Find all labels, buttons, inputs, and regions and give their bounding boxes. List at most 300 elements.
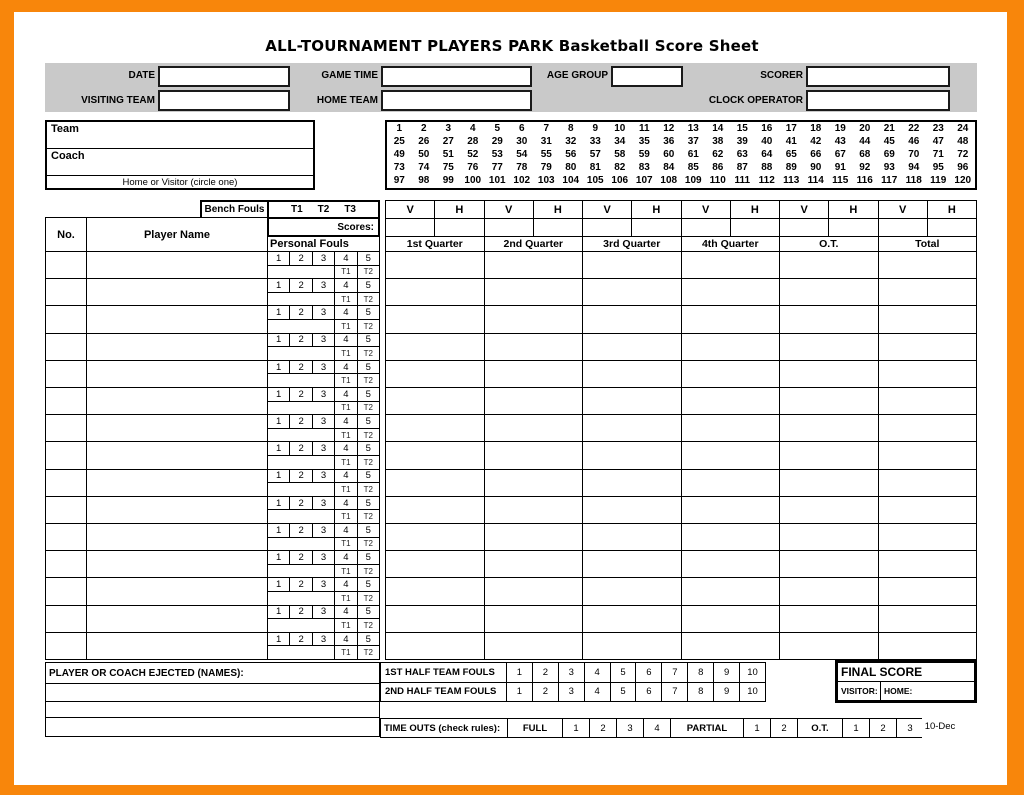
roster-number[interactable]: 2 [420, 122, 427, 134]
first-half-foul-number[interactable]: 3 [559, 663, 584, 682]
player-no-cell[interactable] [46, 633, 86, 659]
roster-number[interactable]: 24 [957, 122, 969, 134]
pf-number-cell[interactable]: 4 [335, 442, 356, 455]
pf-number-cell[interactable]: 3 [313, 252, 334, 265]
score-entry-cell[interactable] [731, 219, 779, 236]
player-no-cell[interactable] [46, 606, 86, 632]
pf-number-cell[interactable]: 2 [290, 470, 311, 483]
pf-tee-cell[interactable]: T1 [335, 538, 356, 551]
roster-number[interactable]: 48 [957, 135, 969, 147]
roster-number[interactable]: 8 [567, 122, 574, 134]
pf-number-cell[interactable]: 3 [313, 306, 334, 319]
pf-tee-cell[interactable]: T1 [335, 293, 356, 306]
player-no-cell[interactable] [46, 497, 86, 523]
roster-number[interactable]: 41 [785, 135, 797, 147]
pf-tee-cell[interactable]: T2 [358, 347, 379, 360]
quarter-score-cell[interactable] [682, 306, 780, 332]
roster-number[interactable]: 21 [883, 122, 895, 134]
roster-number[interactable]: 10 [614, 122, 626, 134]
score-entry-cell[interactable] [879, 219, 927, 236]
pf-tee-cell[interactable]: T2 [358, 374, 379, 387]
roster-number[interactable]: 80 [565, 162, 577, 174]
roster-number[interactable]: 12 [663, 122, 675, 134]
roster-number[interactable]: 98 [418, 175, 430, 187]
roster-number[interactable]: 112 [758, 175, 775, 187]
pf-number-cell[interactable]: 5 [358, 252, 379, 265]
pf-tee-cell[interactable]: T1 [335, 320, 356, 333]
roster-number[interactable]: 94 [908, 162, 920, 174]
quarter-score-cell[interactable] [682, 551, 780, 577]
pf-number-cell[interactable]: 2 [290, 524, 311, 537]
pf-tee-cell[interactable]: T1 [335, 592, 356, 605]
roster-number[interactable]: 91 [834, 162, 846, 174]
quarter-score-cell[interactable] [879, 279, 977, 305]
timeout-partial-number[interactable]: 1 [744, 719, 770, 737]
quarter-score-cell[interactable] [682, 279, 780, 305]
roster-number[interactable]: 42 [810, 135, 822, 147]
quarter-score-cell[interactable] [682, 470, 780, 496]
pf-tee-cell[interactable]: T1 [335, 565, 356, 578]
roster-number[interactable]: 30 [516, 135, 528, 147]
roster-number[interactable]: 52 [467, 148, 479, 160]
roster-number[interactable]: 25 [393, 135, 405, 147]
roster-number[interactable]: 49 [393, 148, 405, 160]
pf-tee-cell[interactable]: T1 [335, 374, 356, 387]
pf-number-cell[interactable]: 1 [268, 470, 289, 483]
pf-number-cell[interactable]: 5 [358, 606, 379, 619]
pf-number-cell[interactable]: 3 [313, 442, 334, 455]
pf-number-cell[interactable]: 1 [268, 334, 289, 347]
quarter-score-cell[interactable] [780, 361, 878, 387]
timeout-full-number[interactable]: 2 [590, 719, 616, 737]
pf-number-cell[interactable]: 1 [268, 551, 289, 564]
roster-number[interactable]: 102 [513, 175, 531, 187]
player-name-cell[interactable] [87, 551, 267, 577]
player-name-cell[interactable] [87, 578, 267, 604]
quarter-score-cell[interactable] [682, 578, 780, 604]
first-half-foul-number[interactable]: 6 [636, 663, 661, 682]
roster-number[interactable]: 4 [469, 122, 476, 134]
quarter-score-cell[interactable] [780, 415, 878, 441]
first-half-foul-number[interactable]: 7 [662, 663, 687, 682]
roster-number[interactable]: 64 [761, 148, 773, 160]
roster-number[interactable]: 93 [883, 162, 895, 174]
quarter-score-cell[interactable] [386, 497, 484, 523]
roster-number[interactable]: 14 [712, 122, 724, 134]
score-entry-cell[interactable] [485, 219, 533, 236]
quarter-score-cell[interactable] [879, 361, 977, 387]
quarter-score-cell[interactable] [682, 606, 780, 632]
quarter-score-cell[interactable] [682, 442, 780, 468]
timeout-ot-number[interactable]: 3 [897, 719, 923, 737]
quarter-score-cell[interactable] [780, 497, 878, 523]
first-half-foul-number[interactable]: 4 [585, 663, 610, 682]
score-entry-cell[interactable] [928, 219, 976, 236]
coach-field[interactable] [47, 149, 313, 175]
second-half-foul-number[interactable]: 6 [636, 683, 661, 702]
roster-number[interactable]: 47 [932, 135, 944, 147]
roster-number[interactable]: 96 [957, 162, 969, 174]
roster-number[interactable]: 83 [638, 162, 650, 174]
roster-number[interactable]: 43 [834, 135, 846, 147]
pf-number-cell[interactable]: 2 [290, 252, 311, 265]
pf-number-cell[interactable]: 5 [358, 578, 379, 591]
quarter-score-cell[interactable] [583, 415, 681, 441]
score-entry-cell[interactable] [435, 219, 483, 236]
roster-number[interactable]: 63 [736, 148, 748, 160]
bench-tee[interactable]: T1 [290, 204, 303, 215]
player-name-cell[interactable] [87, 633, 267, 659]
score-entry-cell[interactable] [780, 219, 828, 236]
roster-number[interactable]: 69 [883, 148, 895, 160]
second-half-foul-number[interactable]: 9 [714, 683, 739, 702]
pf-number-cell[interactable]: 3 [313, 334, 334, 347]
quarter-score-cell[interactable] [879, 606, 977, 632]
quarter-score-cell[interactable] [780, 279, 878, 305]
pf-number-cell[interactable]: 2 [290, 279, 311, 292]
pf-tee-cell[interactable]: T2 [358, 565, 379, 578]
roster-number[interactable]: 27 [442, 135, 454, 147]
roster-number[interactable]: 72 [957, 148, 969, 160]
roster-number[interactable]: 82 [614, 162, 626, 174]
pf-tee-cell[interactable]: T2 [358, 320, 379, 333]
roster-number[interactable]: 29 [491, 135, 503, 147]
score-entry-cell[interactable] [534, 219, 582, 236]
roster-number[interactable]: 85 [687, 162, 699, 174]
quarter-score-cell[interactable] [386, 606, 484, 632]
pf-tee-cell[interactable]: T2 [358, 592, 379, 605]
pf-number-cell[interactable]: 1 [268, 578, 289, 591]
roster-number[interactable]: 95 [932, 162, 944, 174]
quarter-score-cell[interactable] [879, 633, 977, 659]
roster-number[interactable]: 84 [663, 162, 675, 174]
quarter-score-cell[interactable] [583, 633, 681, 659]
roster-number[interactable]: 115 [832, 175, 849, 187]
quarter-score-cell[interactable] [386, 415, 484, 441]
quarter-score-cell[interactable] [386, 279, 484, 305]
player-no-cell[interactable] [46, 578, 86, 604]
timeout-partial-number[interactable]: 2 [771, 719, 797, 737]
timeout-ot-number[interactable]: 2 [870, 719, 896, 737]
player-name-cell[interactable] [87, 306, 267, 332]
pf-number-cell[interactable]: 5 [358, 361, 379, 374]
quarter-score-cell[interactable] [386, 388, 484, 414]
roster-number[interactable]: 66 [810, 148, 822, 160]
quarter-score-cell[interactable] [386, 524, 484, 550]
quarter-score-cell[interactable] [879, 524, 977, 550]
quarter-score-cell[interactable] [879, 252, 977, 278]
roster-number[interactable]: 35 [638, 135, 650, 147]
player-no-cell[interactable] [46, 279, 86, 305]
roster-number[interactable]: 22 [908, 122, 920, 134]
quarter-score-cell[interactable] [780, 470, 878, 496]
player-no-cell[interactable] [46, 470, 86, 496]
timeout-ot-number[interactable]: 1 [843, 719, 869, 737]
quarter-score-cell[interactable] [682, 361, 780, 387]
quarter-score-cell[interactable] [386, 252, 484, 278]
quarter-score-cell[interactable] [780, 633, 878, 659]
pf-tee-cell[interactable]: T1 [335, 646, 356, 659]
roster-number[interactable]: 68 [859, 148, 871, 160]
roster-number[interactable]: 60 [663, 148, 675, 160]
quarter-score-cell[interactable] [583, 524, 681, 550]
quarter-score-cell[interactable] [485, 252, 583, 278]
pf-number-cell[interactable]: 2 [290, 551, 311, 564]
player-name-cell[interactable] [87, 388, 267, 414]
pf-number-cell[interactable]: 2 [290, 497, 311, 510]
quarter-score-cell[interactable] [879, 306, 977, 332]
home-score-cell[interactable]: HOME: [881, 682, 974, 700]
scorer-input[interactable] [806, 66, 950, 87]
quarter-score-cell[interactable] [780, 442, 878, 468]
pf-number-cell[interactable]: 2 [290, 606, 311, 619]
second-half-foul-number[interactable]: 1 [507, 683, 532, 702]
visitor-score-cell[interactable]: VISITOR: [838, 682, 880, 700]
pf-number-cell[interactable]: 3 [313, 633, 334, 646]
roster-number[interactable]: 20 [859, 122, 871, 134]
roster-number[interactable]: 90 [810, 162, 822, 174]
quarter-score-cell[interactable] [485, 306, 583, 332]
quarter-score-cell[interactable] [780, 252, 878, 278]
roster-number[interactable]: 108 [660, 175, 678, 187]
roster-number[interactable]: 46 [908, 135, 920, 147]
pf-number-cell[interactable]: 2 [290, 306, 311, 319]
pf-tee-cell[interactable]: T2 [358, 429, 379, 442]
pf-number-cell[interactable]: 3 [313, 497, 334, 510]
second-half-foul-number[interactable]: 4 [585, 683, 610, 702]
roster-number[interactable]: 56 [565, 148, 577, 160]
quarter-score-cell[interactable] [583, 279, 681, 305]
ejected-entry-row[interactable] [46, 702, 379, 717]
roster-number[interactable]: 15 [736, 122, 748, 134]
second-half-foul-number[interactable]: 3 [559, 683, 584, 702]
player-no-cell[interactable] [46, 306, 86, 332]
pf-tee-cell[interactable]: T1 [335, 510, 356, 523]
roster-number[interactable]: 89 [785, 162, 797, 174]
roster-number[interactable]: 1 [396, 122, 403, 134]
pf-number-cell[interactable]: 1 [268, 415, 289, 428]
pf-number-cell[interactable]: 5 [358, 415, 379, 428]
quarter-score-cell[interactable] [583, 497, 681, 523]
pf-tee-cell[interactable]: T2 [358, 402, 379, 415]
second-half-foul-number[interactable]: 7 [662, 683, 687, 702]
pf-number-cell[interactable]: 5 [358, 306, 379, 319]
roster-number[interactable]: 113 [783, 175, 800, 187]
pf-number-cell[interactable]: 4 [335, 497, 356, 510]
player-no-cell[interactable] [46, 361, 86, 387]
quarter-score-cell[interactable] [485, 470, 583, 496]
roster-number[interactable]: 34 [614, 135, 626, 147]
roster-number[interactable]: 86 [712, 162, 724, 174]
quarter-score-cell[interactable] [780, 551, 878, 577]
quarter-score-cell[interactable] [879, 551, 977, 577]
pf-number-cell[interactable]: 5 [358, 633, 379, 646]
ejected-entry-row[interactable] [46, 718, 379, 736]
roster-number[interactable]: 19 [834, 122, 846, 134]
roster-number[interactable]: 40 [761, 135, 773, 147]
roster-number[interactable]: 75 [442, 162, 454, 174]
pf-number-cell[interactable]: 4 [335, 334, 356, 347]
pf-number-cell[interactable]: 1 [268, 306, 289, 319]
pf-number-cell[interactable]: 4 [335, 633, 356, 646]
score-entry-cell[interactable] [632, 219, 680, 236]
pf-number-cell[interactable]: 1 [268, 279, 289, 292]
pf-number-cell[interactable]: 1 [268, 606, 289, 619]
pf-tee-cell[interactable]: T2 [358, 266, 379, 279]
roster-number[interactable]: 87 [736, 162, 748, 174]
pf-tee-cell[interactable]: T2 [358, 293, 379, 306]
roster-number[interactable]: 81 [589, 162, 601, 174]
roster-number[interactable]: 57 [589, 148, 601, 160]
quarter-score-cell[interactable] [682, 633, 780, 659]
player-name-cell[interactable] [87, 252, 267, 278]
roster-number[interactable]: 92 [859, 162, 871, 174]
pf-tee-cell[interactable]: T2 [358, 483, 379, 496]
second-half-foul-number[interactable]: 10 [740, 683, 765, 702]
pf-number-cell[interactable]: 5 [358, 334, 379, 347]
score-entry-cell[interactable] [583, 219, 631, 236]
quarter-score-cell[interactable] [682, 524, 780, 550]
quarter-score-cell[interactable] [879, 578, 977, 604]
roster-number[interactable]: 116 [856, 175, 873, 187]
roster-number[interactable]: 55 [540, 148, 552, 160]
quarter-score-cell[interactable] [485, 633, 583, 659]
first-half-foul-number[interactable]: 1 [507, 663, 532, 682]
pf-tee-cell[interactable]: T1 [335, 429, 356, 442]
roster-number[interactable]: 100 [464, 175, 482, 187]
roster-number[interactable]: 53 [491, 148, 503, 160]
roster-number[interactable]: 37 [687, 135, 699, 147]
quarter-score-cell[interactable] [386, 633, 484, 659]
roster-number[interactable]: 3 [445, 122, 452, 134]
roster-number[interactable]: 109 [684, 175, 702, 187]
roster-number[interactable]: 7 [543, 122, 550, 134]
pf-number-cell[interactable]: 5 [358, 388, 379, 401]
pf-number-cell[interactable]: 5 [358, 470, 379, 483]
pf-number-cell[interactable]: 4 [335, 551, 356, 564]
roster-number[interactable]: 104 [562, 175, 580, 187]
quarter-score-cell[interactable] [485, 388, 583, 414]
quarter-score-cell[interactable] [682, 388, 780, 414]
first-half-foul-number[interactable]: 10 [740, 663, 765, 682]
pf-number-cell[interactable]: 1 [268, 633, 289, 646]
pf-number-cell[interactable]: 2 [290, 334, 311, 347]
roster-number[interactable]: 59 [638, 148, 650, 160]
player-name-cell[interactable] [87, 334, 267, 360]
roster-number[interactable]: 88 [761, 162, 773, 174]
ejected-entry-row[interactable] [46, 684, 379, 701]
quarter-score-cell[interactable] [583, 252, 681, 278]
roster-number[interactable]: 118 [905, 175, 922, 187]
home-team-input[interactable] [381, 90, 532, 111]
quarter-score-cell[interactable] [386, 306, 484, 332]
pf-number-cell[interactable]: 4 [335, 415, 356, 428]
pf-number-cell[interactable]: 4 [335, 470, 356, 483]
pf-number-cell[interactable]: 2 [290, 578, 311, 591]
pf-tee-cell[interactable]: T2 [358, 510, 379, 523]
pf-number-cell[interactable]: 5 [358, 497, 379, 510]
pf-number-cell[interactable]: 1 [268, 361, 289, 374]
roster-number[interactable]: 107 [635, 175, 653, 187]
pf-number-cell[interactable]: 1 [268, 252, 289, 265]
pf-number-cell[interactable]: 2 [290, 415, 311, 428]
roster-number[interactable]: 97 [393, 175, 405, 187]
pf-number-cell[interactable]: 1 [268, 388, 289, 401]
quarter-score-cell[interactable] [583, 578, 681, 604]
pf-tee-cell[interactable]: T1 [335, 483, 356, 496]
pf-tee-cell[interactable]: T2 [358, 619, 379, 632]
roster-number[interactable]: 51 [442, 148, 454, 160]
pf-number-cell[interactable]: 1 [268, 442, 289, 455]
pf-number-cell[interactable]: 3 [313, 606, 334, 619]
pf-number-cell[interactable]: 4 [335, 361, 356, 374]
roster-number[interactable]: 119 [930, 175, 947, 187]
roster-number[interactable]: 17 [785, 122, 797, 134]
roster-number[interactable]: 39 [736, 135, 748, 147]
roster-number[interactable]: 74 [418, 162, 430, 174]
quarter-score-cell[interactable] [386, 551, 484, 577]
quarter-score-cell[interactable] [485, 497, 583, 523]
roster-number[interactable]: 103 [537, 175, 555, 187]
pf-number-cell[interactable]: 3 [313, 388, 334, 401]
roster-number[interactable]: 65 [785, 148, 797, 160]
quarter-score-cell[interactable] [780, 524, 878, 550]
roster-number[interactable]: 23 [932, 122, 944, 134]
quarter-score-cell[interactable] [682, 497, 780, 523]
pf-number-cell[interactable]: 1 [268, 497, 289, 510]
quarter-score-cell[interactable] [780, 606, 878, 632]
game-time-input[interactable] [381, 66, 532, 87]
roster-number[interactable]: 101 [488, 175, 506, 187]
roster-number[interactable]: 73 [393, 162, 405, 174]
roster-number[interactable]: 13 [687, 122, 699, 134]
pf-number-cell[interactable]: 2 [290, 633, 311, 646]
pf-tee-cell[interactable]: T1 [335, 347, 356, 360]
roster-number[interactable]: 78 [516, 162, 528, 174]
quarter-score-cell[interactable] [583, 442, 681, 468]
player-name-cell[interactable] [87, 497, 267, 523]
quarter-score-cell[interactable] [780, 388, 878, 414]
quarter-score-cell[interactable] [780, 334, 878, 360]
roster-number[interactable]: 79 [540, 162, 552, 174]
quarter-score-cell[interactable] [485, 606, 583, 632]
player-no-cell[interactable] [46, 442, 86, 468]
pf-number-cell[interactable]: 3 [313, 524, 334, 537]
roster-number[interactable]: 50 [418, 148, 430, 160]
timeout-full-number[interactable]: 3 [617, 719, 643, 737]
player-no-cell[interactable] [46, 252, 86, 278]
score-entry-cell[interactable] [386, 219, 434, 236]
player-name-cell[interactable] [87, 524, 267, 550]
player-name-cell[interactable] [87, 361, 267, 387]
roster-number[interactable]: 61 [687, 148, 699, 160]
roster-number[interactable]: 16 [761, 122, 773, 134]
pf-tee-cell[interactable]: T2 [358, 456, 379, 469]
pf-number-cell[interactable]: 2 [290, 442, 311, 455]
roster-number[interactable]: 71 [932, 148, 944, 160]
roster-number[interactable]: 33 [589, 135, 601, 147]
roster-number[interactable]: 77 [491, 162, 503, 174]
quarter-score-cell[interactable] [583, 361, 681, 387]
pf-number-cell[interactable]: 3 [313, 551, 334, 564]
pf-number-cell[interactable]: 3 [313, 470, 334, 483]
pf-number-cell[interactable]: 4 [335, 606, 356, 619]
player-no-cell[interactable] [46, 415, 86, 441]
roster-number[interactable]: 11 [638, 122, 650, 134]
roster-number[interactable]: 58 [614, 148, 626, 160]
quarter-score-cell[interactable] [682, 415, 780, 441]
player-no-cell[interactable] [46, 524, 86, 550]
